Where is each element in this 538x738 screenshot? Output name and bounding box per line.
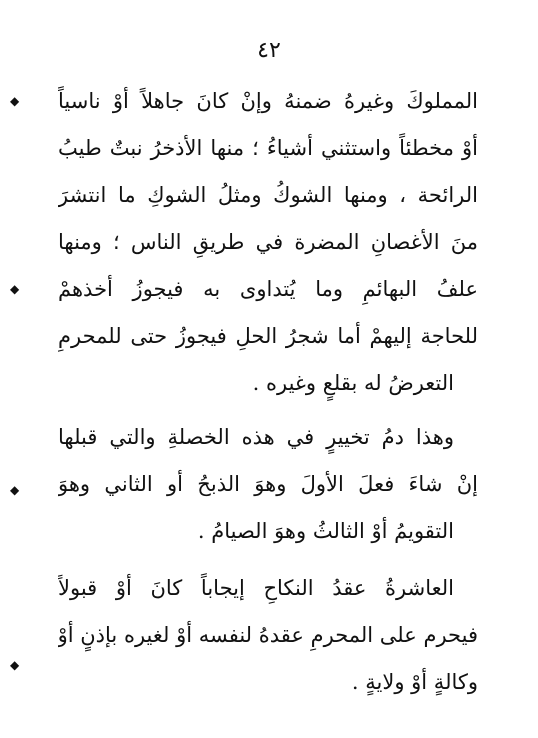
text-line: وهذا دمُ تخييرٍ في هذه الخصلةِ والتي قبلها [58,425,454,449]
text-line: للحاجة إليهمْ أما شجرُ الحلِ فيجوزُ حتى للمحرمِ [58,324,478,348]
text-line: منَ الأغصانِ المضرة في طريقِ الناس ؛ ومنها [58,230,478,254]
text-line: العاشرةُ عقدُ النكاحِ إيجاباً كانَ أوْ قبولاً [58,576,454,600]
text-line: أوْ مخطئاً واستثني أشياءُ ؛ منها الأذخرُ نبتٌ طيبُ [58,136,478,160]
page-number: ٤٢ [257,38,281,63]
margin-marker-icon: ◆ [10,483,20,497]
paragraph-3 [58,565,478,706]
text-line: فيحرم على المحرمِ عقدهُ لنفسه أوْ لغيره بإذنٍ أوْ [58,623,478,647]
text-line: وكالةٍ أوْ ولايةٍ . [351,670,478,694]
text-line: المملوكَ وغيرهُ ضمنهُ وإنْ كانَ جاهلاً أوْ ناسياً [58,89,478,113]
paragraph-2 [58,414,478,555]
text-line: إنْ شاءَ فعلَ الأولَ وهوَ الذبحُ أو الثاني وهوَ [58,472,478,496]
paragraph-1 [58,78,478,407]
margin-marker-icon: ◆ [10,282,20,296]
margin-marker-icon: ◆ [10,658,20,672]
text-line: علفُ البهائمِ وما يُتداوى به فيجوزُ أخذهمْ [58,277,478,301]
text-line: التقويمُ أوْ الثالثُ وهوَ الصيامُ . [197,519,454,543]
text-line: الرائحة ، ومنها الشوكُ ومثلُ الشوكِ ما انتشرَ [58,183,478,207]
text-line: التعرضُ له بقلعٍ وغيره . [252,371,454,395]
margin-marker-icon: ◆ [10,94,20,108]
